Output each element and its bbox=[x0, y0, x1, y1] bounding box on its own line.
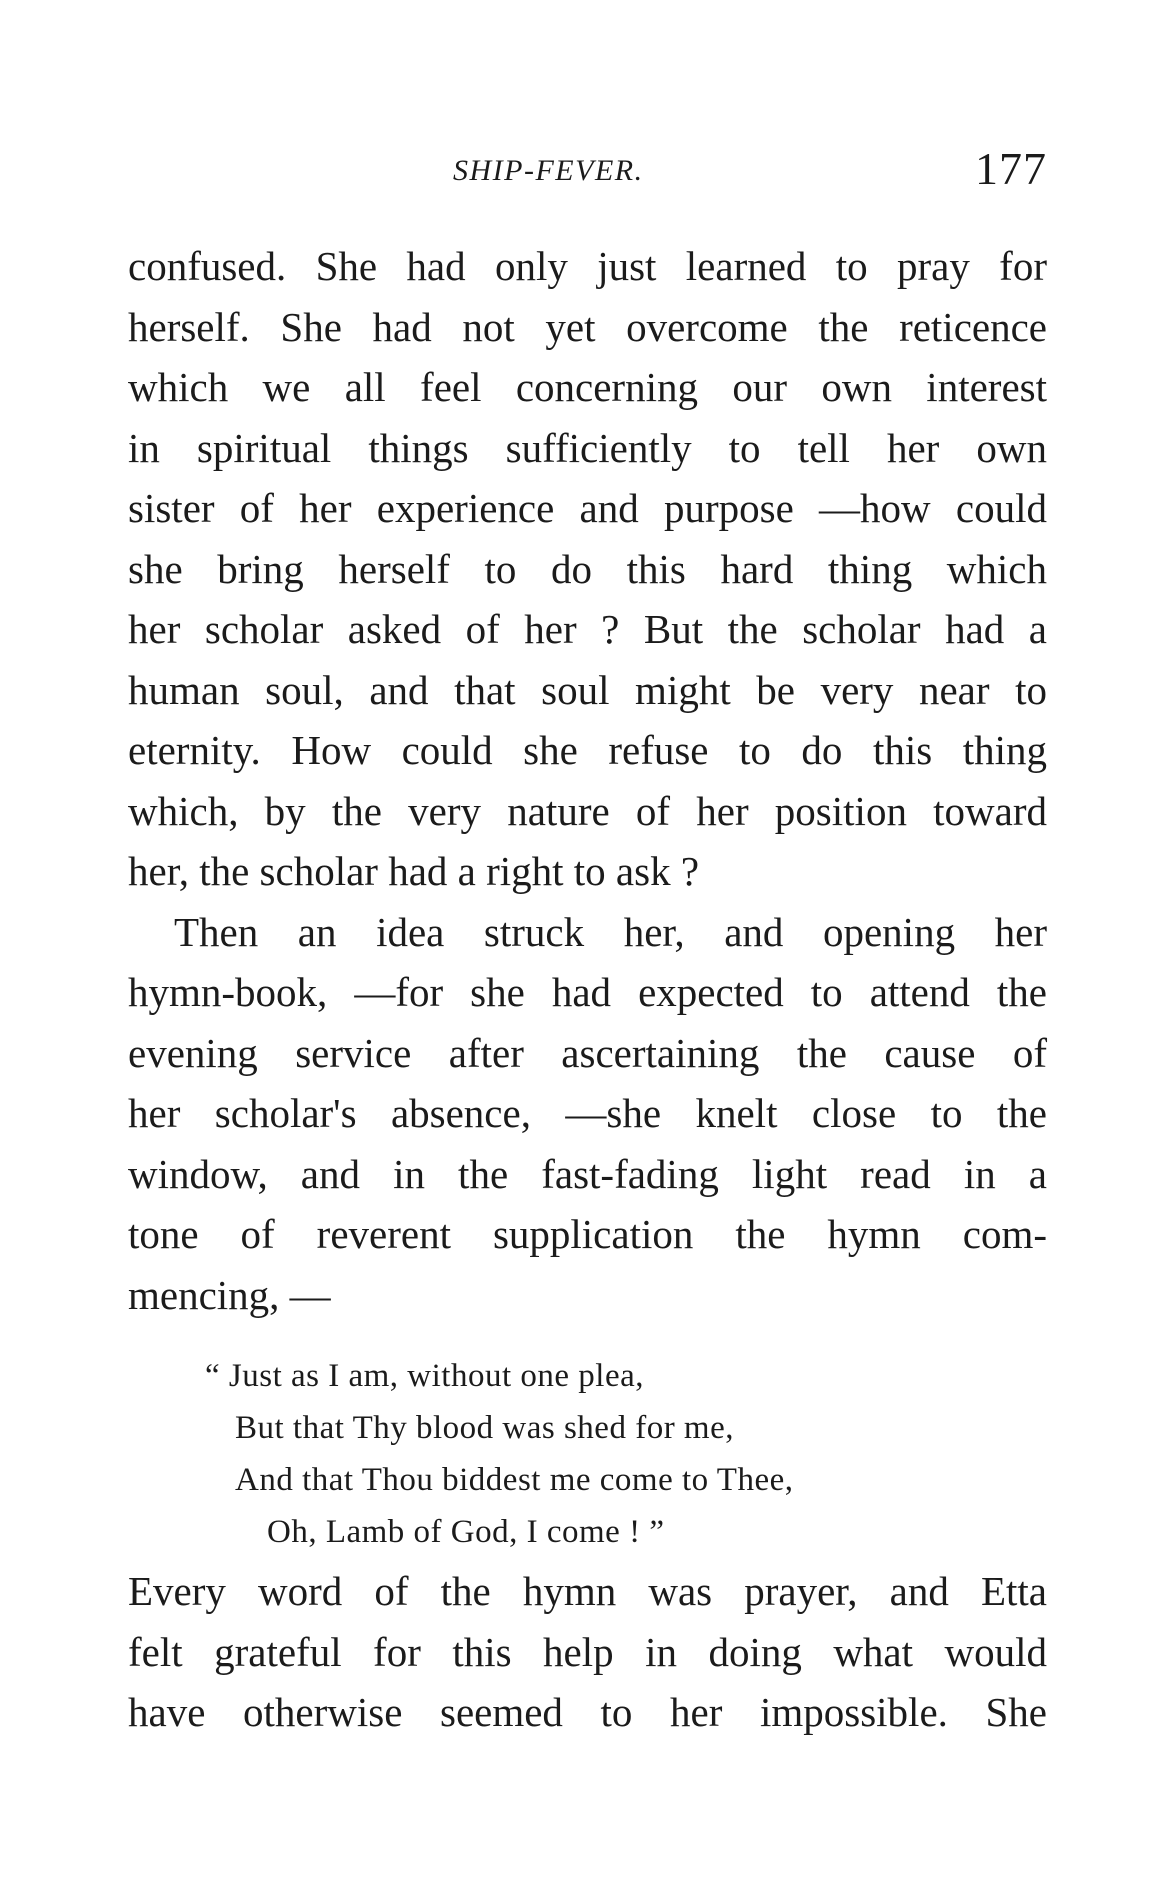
text-line: confused. She had only just learned to pray for bbox=[128, 243, 1047, 289]
text-line: felt grateful for this help in doing what would bbox=[128, 1628, 1047, 1675]
text-line: tone of reverent supplication the hymn com- bbox=[128, 1211, 1047, 1257]
running-title: SHIP-FEVER. bbox=[453, 154, 644, 187]
text-line: sister of her experience and purpose —how could bbox=[128, 485, 1047, 531]
page-number: 177 bbox=[975, 143, 1047, 194]
text-line: her scholar's absence, —she knelt close to the bbox=[128, 1090, 1047, 1136]
text-line: evening service after ascertaining the cause of bbox=[128, 1029, 1047, 1076]
verse-line: Oh, Lamb of God, I come ! ” bbox=[267, 1514, 665, 1550]
text-line: human soul, and that soul might be very near to bbox=[128, 666, 1047, 713]
text-line: her, the scholar had a right to ask ? bbox=[128, 848, 700, 894]
text-line: her scholar asked of her ? But the scholar had a bbox=[128, 606, 1047, 652]
text-line: which we all feel concerning our own interest bbox=[128, 364, 1047, 410]
verse-line: “ Just as I am, without one plea, bbox=[205, 1358, 644, 1394]
verse-line: And that Thou biddest me come to Thee, bbox=[235, 1462, 794, 1498]
hymn-verse bbox=[205, 1350, 965, 1558]
body-text bbox=[128, 236, 1047, 1325]
text-line: in spiritual things sufficiently to tell her own bbox=[128, 424, 1047, 471]
closing-text bbox=[128, 1561, 1047, 1743]
text-line: which, by the very nature of her position toward bbox=[128, 787, 1047, 834]
text-line: have otherwise seemed to her impossible. She bbox=[128, 1689, 1047, 1735]
text-line: she bring herself to do this hard thing which bbox=[128, 545, 1047, 592]
verse-line: But that Thy blood was shed for me, bbox=[235, 1410, 734, 1446]
text-line: eternity. How could she refuse to do this thing bbox=[128, 727, 1047, 773]
text-line: herself. She had not yet overcome the reticence bbox=[128, 303, 1047, 350]
text-line: Every word of the hymn was prayer, and Etta bbox=[128, 1568, 1047, 1614]
text-line: hymn-book, —for she had expected to attend the bbox=[128, 969, 1047, 1015]
text-line: mencing, — bbox=[128, 1271, 331, 1318]
running-head bbox=[128, 142, 1047, 198]
text-line: window, and in the fast-fading light read in a bbox=[128, 1150, 1047, 1197]
paragraph-start-line: Then an idea struck her, and opening her bbox=[174, 908, 1047, 955]
